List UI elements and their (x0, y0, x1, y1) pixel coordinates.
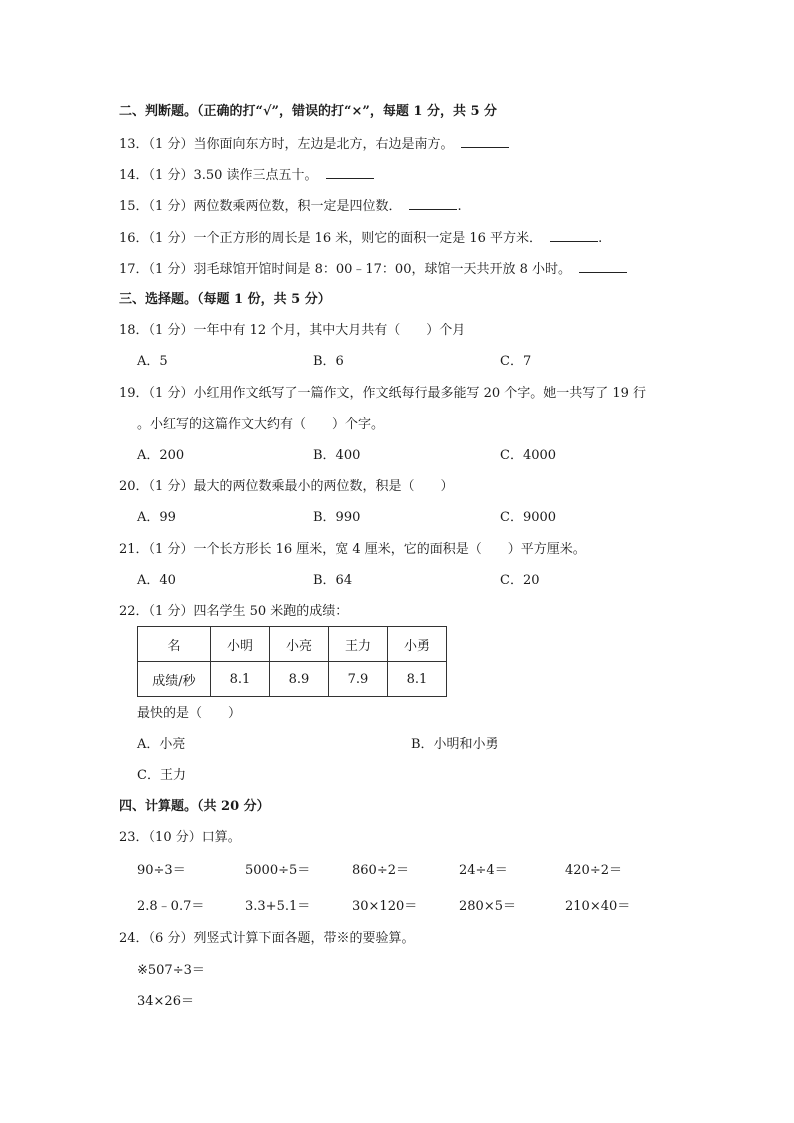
section-heading-judge: 二、判断题。（正确的打“√”，错误的打“×”，每题 1 分，共 5 分 (119, 104, 498, 119)
question-15 (119, 197, 462, 216)
question-19-line2: 。小红写的这篇作文大约有（ ）个字。 (137, 417, 385, 432)
calc-item: 90÷3＝ (137, 863, 186, 878)
table-cell: 8.1 (211, 662, 270, 697)
calc-item: 210×40＝ (565, 899, 631, 914)
question-17 (119, 260, 627, 279)
answer-blank[interactable] (550, 229, 598, 242)
calc-item: 860÷2＝ (352, 863, 409, 878)
answer-blank[interactable] (579, 260, 627, 273)
section-heading-calc: 四、计算题。（共 20 分） (119, 799, 270, 814)
question-17-text: 17．（1 分）羽毛球馆开馆时间是 8：00﹣17：00，球馆一天共开放 8 小时。 (119, 262, 572, 277)
option-c[interactable]: C．20 (500, 573, 540, 588)
calc-item: 34×26＝ (137, 994, 194, 1009)
calc-item: 280×5＝ (459, 899, 516, 914)
question-20-text: 20．（1 分）最大的两位数乘最小的两位数，积是（ ） (119, 479, 454, 494)
option-a[interactable]: A．5 (137, 354, 168, 369)
answer-blank[interactable] (409, 197, 457, 210)
calc-item: ※507÷3＝ (137, 963, 205, 978)
scores-table (137, 626, 447, 697)
table-cell: 小勇 (388, 627, 447, 662)
question-21-text: 21．（1 分）一个长方形长 16 厘米，宽 4 厘米，它的面积是（ ）平方厘米。 (119, 542, 586, 557)
calc-item: 3.3+5.1＝ (245, 899, 311, 914)
option-b[interactable]: B．小明和小勇 (411, 737, 499, 752)
option-b[interactable]: B．990 (313, 510, 361, 525)
answer-blank[interactable] (326, 166, 374, 179)
question-13 (119, 135, 509, 154)
answer-blank[interactable] (461, 135, 509, 148)
question-16 (119, 229, 602, 248)
table-row (138, 662, 447, 697)
option-c[interactable]: C．4000 (500, 448, 557, 463)
calc-item: 5000÷5＝ (245, 863, 311, 878)
question-16-text: 16．（1 分）一个正方形的周长是 16 米，则它的面积一定是 16 平方米． (119, 231, 543, 246)
option-c[interactable]: C．7 (500, 354, 532, 369)
table-cell: 8.1 (388, 662, 447, 697)
question-23-text: 23．（10 分）口算。 (119, 830, 241, 845)
table-header-row (138, 627, 447, 662)
table-cell: 王力 (329, 627, 388, 662)
option-a[interactable]: A．40 (137, 573, 176, 588)
calc-item: 2.8﹣0.7＝ (137, 899, 205, 914)
question-18-text: 18．（1 分）一年中有 12 个月，其中大月共有（ ）个月 (119, 323, 466, 338)
calc-item: 420÷2＝ (565, 863, 622, 878)
table-cell: 小亮 (270, 627, 329, 662)
question-15-text: 15．（1 分）两位数乘两位数，积一定是四位数． (119, 199, 402, 214)
table-cell: 名 (138, 627, 211, 662)
table-cell: 7.9 (329, 662, 388, 697)
option-b[interactable]: B．64 (313, 573, 353, 588)
question-14 (119, 166, 374, 185)
question-19-line1: 19．（1 分）小红用作文纸写了一篇作文，作文纸每行最多能写 20 个字。她一共写了 19 行 (119, 386, 647, 401)
table-cell: 成绩/秒 (138, 662, 211, 697)
option-c[interactable]: C．王力 (137, 768, 186, 783)
table-cell: 小明 (211, 627, 270, 662)
question-13-text: 13．（1 分）当你面向东方时，左边是北方，右边是南方。 (119, 137, 454, 152)
question-22-text: 22．（1 分）四名学生 50 米跑的成绩： (119, 604, 349, 619)
question-14-text: 14．（1 分）3.50 读作三点五十。 (119, 168, 318, 183)
option-b[interactable]: B．6 (313, 354, 344, 369)
table-cell: 8.9 (270, 662, 329, 697)
option-c[interactable]: C．9000 (500, 510, 557, 525)
option-a[interactable]: A．99 (137, 510, 176, 525)
period: . (598, 231, 603, 246)
calc-item: 24÷4＝ (459, 863, 508, 878)
question-22-prompt: 最快的是（ ） (137, 706, 242, 721)
period: . (457, 199, 462, 214)
section-heading-choice: 三、选择题。（每题 1 份，共 5 分） (119, 292, 331, 307)
option-b[interactable]: B．400 (313, 448, 361, 463)
calc-item: 30×120＝ (352, 899, 418, 914)
option-a[interactable]: A．小亮 (137, 737, 186, 752)
option-a[interactable]: A．200 (137, 448, 185, 463)
question-24-text: 24．（6 分）列竖式计算下面各题，带※的要验算。 (119, 931, 415, 946)
